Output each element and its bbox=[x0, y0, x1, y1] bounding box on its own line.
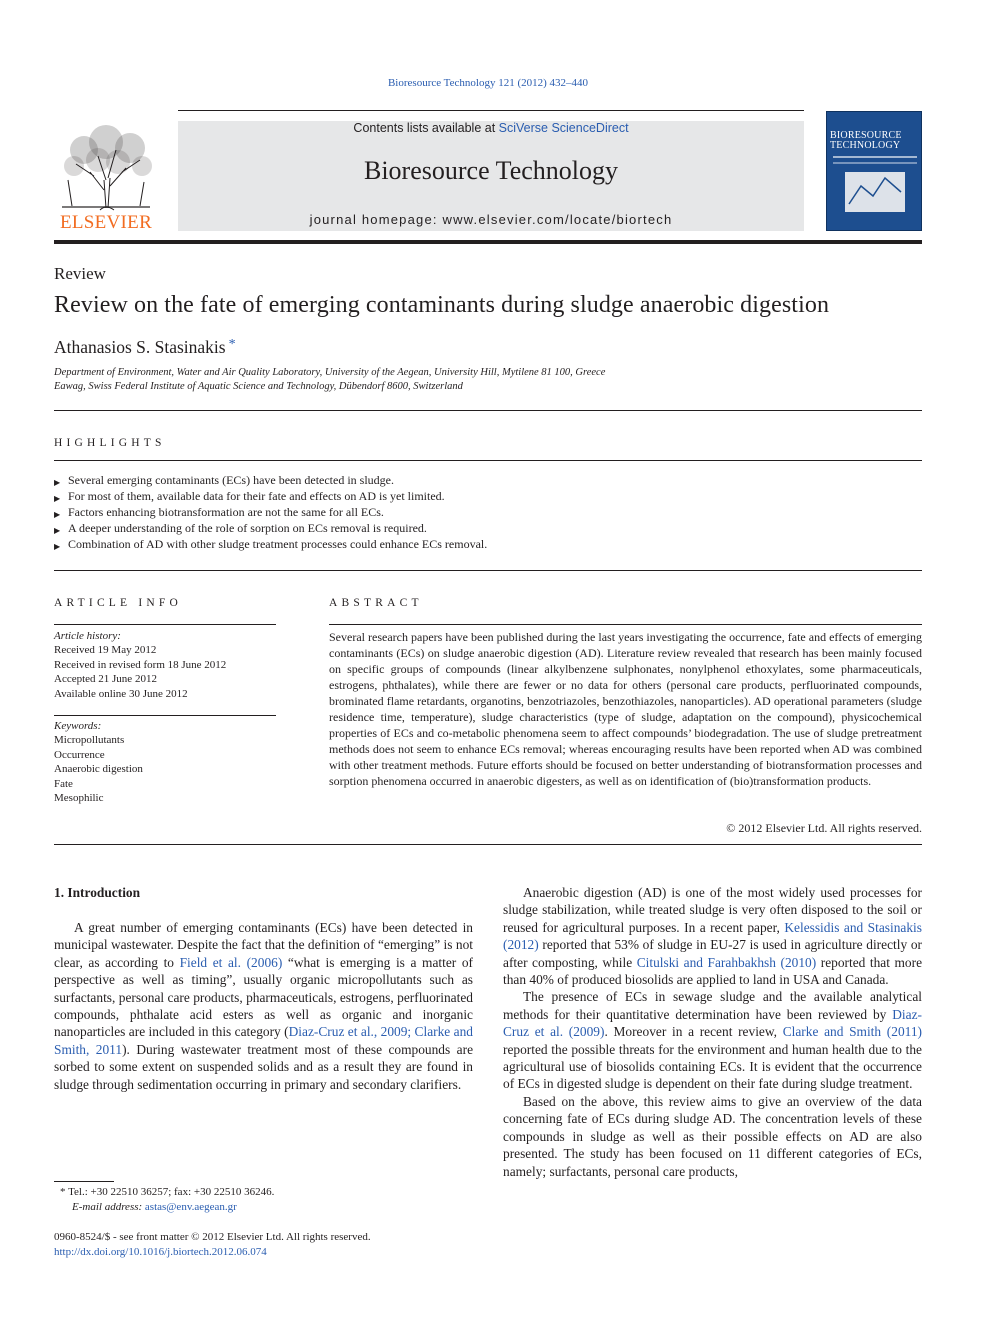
sciencedirect-link[interactable]: SciVerse ScienceDirect bbox=[498, 121, 629, 135]
history-item: Received in revised form 18 June 2012 bbox=[54, 658, 227, 671]
text: The presence of ECs in sewage sludge and the available analytical methods for their quantitative determination have been reviewed by bbox=[503, 989, 922, 1022]
affiliation: Department of Environment, Water and Air Quality Laboratory, University of the Aegean, University Hill, Mytilene 81 100, Greece bbox=[54, 367, 606, 378]
divider bbox=[54, 410, 922, 411]
article-title: Review on the fate of emerging contaminants during sludge anaerobic digestion bbox=[54, 292, 830, 318]
divider bbox=[54, 460, 922, 461]
keyword: Mesophilic bbox=[54, 792, 104, 805]
divider bbox=[329, 624, 922, 625]
history-item: Available online 30 June 2012 bbox=[54, 687, 188, 700]
journal-homepage[interactable]: journal homepage: www.elsevier.com/locate/biortech bbox=[309, 212, 673, 227]
text: A great number of emerging contaminants (ECs) have been detected in municipal wastewater. Despite the fact that the definition of “emerging” is not clear, as according to bbox=[54, 920, 473, 970]
highlights-heading: HIGHLIGHTS bbox=[54, 437, 166, 449]
journal-cover-image[interactable] bbox=[826, 111, 922, 231]
keywords-label: Keywords: bbox=[54, 720, 102, 732]
divider bbox=[54, 844, 922, 845]
text: “what is emerging is a matter of perspective as well as timing”, usually organic micropollutants such as surfactants, personal care products, pharmaceuticals, estrogens, perfluorinated compounds, phthalate acid esters as well as organic and inorganic nanoparticles are included in this category ( bbox=[54, 954, 473, 1040]
elsevier-wordmark[interactable]: ELSEVIER bbox=[59, 212, 153, 233]
keywords bbox=[54, 719, 143, 805]
affiliation: Eawag, Swiss Federal Institute of Aquatic Science and Technology, Dübendorf 8600, Switzerland bbox=[54, 381, 463, 392]
divider bbox=[54, 624, 276, 625]
highlight-item: ▶ Combination of AD with other sludge treatment processes could enhance ECs removal. bbox=[54, 536, 487, 552]
doi-link[interactable]: http://dx.doi.org/10.1016/j.biortech.2012.06.074 bbox=[54, 1245, 267, 1258]
body-column-right bbox=[503, 884, 922, 1180]
keyword: Occurrence bbox=[54, 748, 105, 761]
keyword: Fate bbox=[54, 777, 73, 790]
keyword: Micropollutants bbox=[54, 734, 125, 747]
author-line bbox=[54, 337, 236, 358]
divider bbox=[54, 570, 922, 571]
contents-line bbox=[178, 121, 804, 135]
running-head[interactable]: Bioresource Technology 121 (2012) 432–440 bbox=[387, 77, 589, 89]
header-thick-rule bbox=[54, 240, 922, 244]
footnote-rule bbox=[54, 1181, 114, 1182]
body-column-left bbox=[54, 919, 473, 1093]
citation-link[interactable]: Field et al. (2006) bbox=[179, 954, 283, 970]
text: Anaerobic digestion (AD) is one of the most widely used processes for sludge stabilization, while treated sludge is very often disposed to the soil or reused for agricultural purposes. In a recent paper, bbox=[503, 885, 922, 935]
citation-link[interactable]: Clarke and Smith (2011) bbox=[782, 1024, 922, 1040]
citation-link[interactable]: Diaz-Cruz et al. (2009) bbox=[503, 1006, 922, 1040]
history-item: Received 19 May 2012 bbox=[54, 644, 157, 657]
abstract-heading: ABSTRACT bbox=[329, 597, 423, 609]
highlights-list bbox=[54, 472, 487, 552]
highlight-item: ▶ For most of them, available data for their fate and effects on AD is yet limited. bbox=[54, 488, 487, 504]
paragraph: Based on the above, this review aims to give an overview of the data concerning fate of ECs during sludge AD. The concentration levels of these compounds in sludge as well as their possible effects on AD are also presented. The study has been focused on 11 different categories of ECs, namely; surfactants, personal care products, bbox=[503, 1093, 922, 1179]
cover-title: BIORESOURCE TECHNOLOGY bbox=[830, 130, 902, 151]
email-label: E-mail address: bbox=[72, 1200, 143, 1213]
top-rule bbox=[178, 110, 804, 111]
author-name: Athanasios S. Stasinakis bbox=[54, 337, 226, 357]
citation-link[interactable]: Diaz-Cruz et al., 2009; Clarke and Smith, 2011 bbox=[54, 1024, 473, 1057]
text: ). During wastewater treatment most of these compounds are sorbed to some extent on suspended solids and as a result they are found in sludge through sedimentation occurring in primary and secondary clarifiers. bbox=[54, 1041, 474, 1092]
journal-title: Bioresource Technology bbox=[363, 156, 619, 185]
contents-prefix: Contents lists available at bbox=[353, 121, 499, 135]
text: reported that more than 40% of produced biosolids are applied to land in USA and Canada. bbox=[503, 954, 923, 988]
abstract-text: Several research papers have been published during the last years investigating the occurrence, fate and effects of emerging contaminants (ECs) on sludge anaerobic digestion (AD). Literature review revealed that research has been mainly focused on specific groups of compounds (linear alkylbenzene sulphonates, nonylphenol ethoxylates, some pharmaceuticals, estrogens, phthalates), while there are fewer or no data for others (personal care products, perfluorinated compounds, brominated flame retardants, organotins, benzotriazoles, benzothiazoles, nanoparticles). AD operational parameters (sludge residence time, temperature), sludge characteristics (type of sludge, adaptation on the compound), physicochemical properties of ECs and co-metabolic phenomena seem to affect compounds’ biodegradation. The use of sludge pretreatment methods does not seem to enhance ECs removal; whereas encouraging results have been reported when AD was combined with other treatment methods. Future efforts should be focused on better understanding of biotransformation processes and sorption phenomena occurred in anaerobic digesters, as well as on identification of (bio)transformation products. bbox=[329, 630, 922, 788]
article-type: Review bbox=[54, 264, 106, 283]
footnote bbox=[60, 1185, 274, 1214]
corresponding-author-mark[interactable]: * bbox=[228, 337, 236, 352]
paragraph bbox=[503, 884, 922, 988]
article-info-heading: ARTICLE INFO bbox=[54, 597, 182, 609]
page-footer bbox=[54, 1230, 371, 1259]
footnote-tel: Tel.: +30 22510 36257; fax: +30 22510 36246. bbox=[68, 1186, 275, 1198]
text: . Moreover in a recent review, bbox=[604, 1024, 783, 1040]
highlight-item: ▶ A deeper understanding of the role of sorption on ECs removal is required. bbox=[54, 520, 487, 536]
issn-line: 0960-8524/$ - see front matter © 2012 Elsevier Ltd. All rights reserved. bbox=[54, 1231, 371, 1243]
citation-link[interactable]: Citulski and Farahbakhsh (2010) bbox=[636, 954, 817, 970]
footnote-mark: * bbox=[60, 1186, 66, 1198]
abstract-copyright: © 2012 Elsevier Ltd. All rights reserved. bbox=[726, 821, 922, 835]
paragraph bbox=[503, 988, 922, 1092]
citation-link[interactable]: Kelessidis and Stasinakis (2012) bbox=[503, 919, 922, 953]
footnote-contact bbox=[60, 1185, 274, 1200]
history-label: Article history: bbox=[54, 630, 121, 642]
divider bbox=[54, 715, 276, 716]
article-history bbox=[54, 629, 226, 701]
highlight-item: ▶ Factors enhancing biotransformation are not the same for all ECs. bbox=[54, 504, 487, 520]
footnote-email-line bbox=[60, 1200, 274, 1215]
paragraph bbox=[54, 919, 473, 1093]
text: reported the possible threats for the environment and human health due to the agricultural use of biosolids containing ECs. It is evident that the occurrence of ECs in digested sludge is dependent on their fate during sludge treatment. bbox=[503, 1041, 922, 1092]
section-heading: 1. Introduction bbox=[54, 885, 141, 900]
email-link[interactable]: astas@env.aegean.gr bbox=[144, 1200, 237, 1213]
history-item: Accepted 21 June 2012 bbox=[54, 673, 157, 686]
highlight-item: ▶ Several emerging contaminants (ECs) have been detected in sludge. bbox=[54, 472, 487, 488]
text: reported that 53% of sludge in EU-27 is used in agriculture directly or after composting, while bbox=[503, 937, 922, 970]
keyword: Anaerobic digestion bbox=[54, 763, 143, 776]
